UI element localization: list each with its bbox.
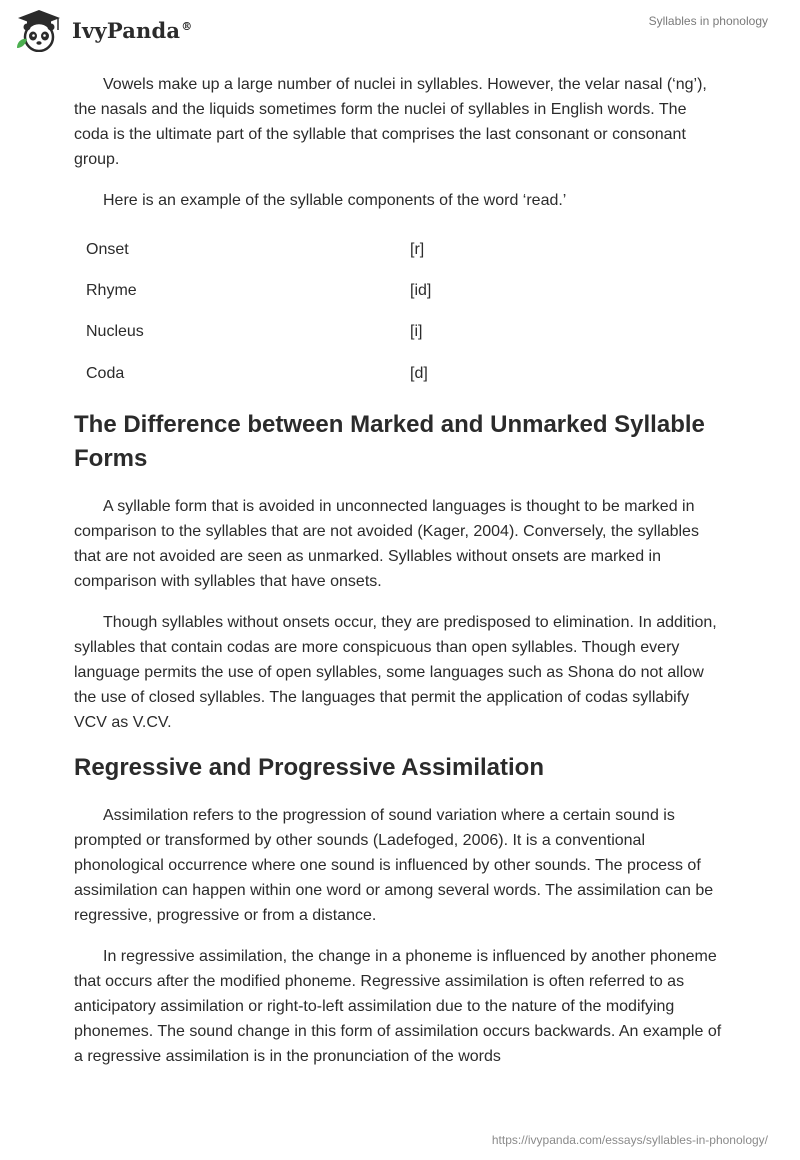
brand-name: IvyPanda® bbox=[72, 17, 193, 43]
table-cell-component: Rhyme bbox=[86, 281, 137, 299]
section-heading: Regressive and Progressive Assimilation bbox=[74, 754, 544, 782]
paragraph: Vowels make up a large number of nuclei in syllables. However, the velar nasal (‘ng’), the nasals and the liquids sometimes form the nuclei of syllables in English words. The coda is the ultimate part of the syllable that comprises the last consonant or consonant group. bbox=[74, 76, 707, 168]
panda-graduate-icon bbox=[14, 8, 64, 52]
table-row bbox=[74, 312, 714, 353]
table-cell-component: Nucleus bbox=[86, 323, 144, 341]
table-cell-value: [r] bbox=[410, 240, 425, 258]
document-title: Syllables in phonology bbox=[648, 14, 768, 28]
table-row bbox=[74, 270, 714, 311]
page-header bbox=[0, 0, 800, 60]
table-cell-value: [d] bbox=[410, 364, 428, 382]
essay-content bbox=[74, 72, 724, 1085]
source-url[interactable]: https://ivypanda.com/essays/syllables-in-phonology/ bbox=[491, 1133, 768, 1147]
brand-logo[interactable] bbox=[14, 8, 192, 52]
table-row bbox=[74, 353, 714, 394]
table-cell-value: [id] bbox=[410, 281, 432, 299]
paragraph: A syllable form that is avoided in unconnected languages is thought to be marked in comparison to the syllables that are not avoided (Kager, 2004). Conversely, the syllables that are not avoided are seen as unmarked. Syllables without onsets are marked in comparison with syllables that have onsets. bbox=[74, 498, 699, 591]
paragraph: Here is an example of the syllable components of the word ‘read.’ bbox=[103, 192, 567, 209]
table-cell-component: Coda bbox=[86, 364, 125, 382]
table-row bbox=[74, 229, 714, 270]
section-heading: The Difference between Marked and Unmarked Syllable Forms bbox=[74, 411, 705, 473]
paragraph: Though syllables without onsets occur, they are predisposed to elimination. In addition, syllables that contain codas are more conspicuous than open syllables. Though every language permits the use of open syllables, some languages such as Shona do not allow the use of closed syllables. The languages that permit the application of codas syllabify VCV as V.CV. bbox=[74, 614, 717, 732]
paragraph: Assimilation refers to the progression of sound variation where a certain sound is prompted or transformed by other sounds (Ladefoged, 2006). It is a conventional phonological occurrence where one sound is influenced by other sounds. The process of assimilation can happen within one word or among several words. The assimilation can be regressive, progressive or from a distance. bbox=[74, 807, 714, 925]
table-cell-value: [i] bbox=[410, 323, 423, 341]
table-cell-component: Onset bbox=[86, 240, 129, 258]
paragraph: In regressive assimilation, the change in a phoneme is influenced by another phoneme that occurs after the modified phoneme. Regressive assimilation is often referred to as anticipatory assimilation or right-to-left assimilation due to the nature of the modifying phonemes. The sound change in this form of assimilation occurs backwards. An example of a regressive assimilation is in the pronunciation of the words bbox=[74, 948, 722, 1066]
syllable-components-table bbox=[74, 229, 714, 394]
